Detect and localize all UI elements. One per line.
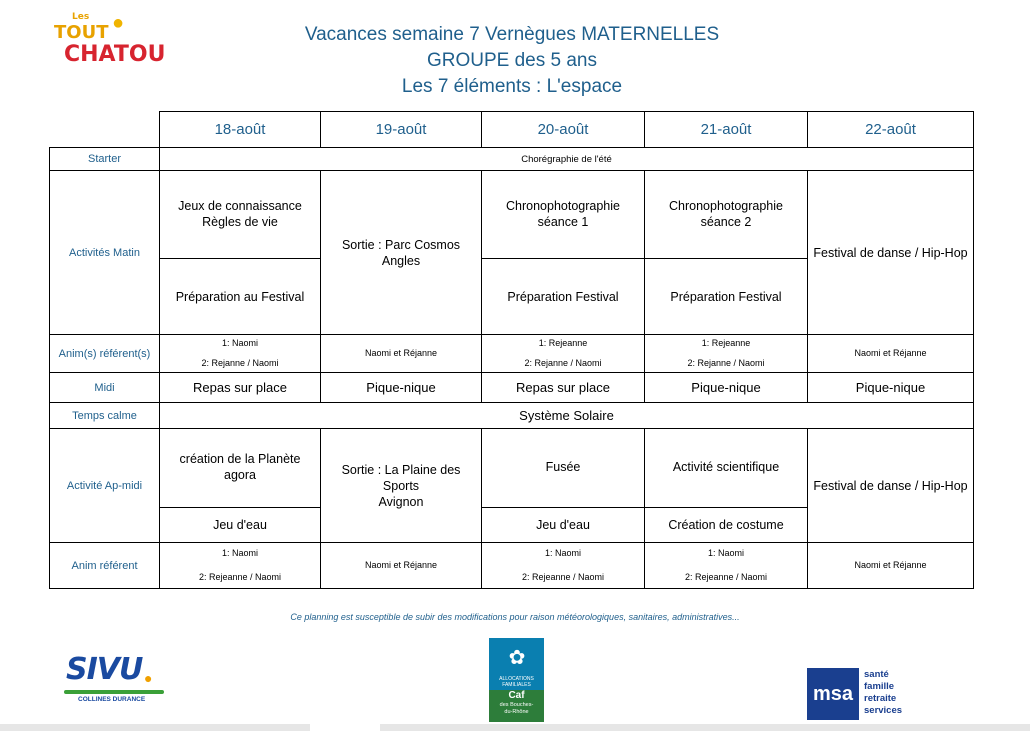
caf-emblem-icon: ✿ xyxy=(508,647,526,669)
caf-text-block xyxy=(489,676,544,688)
midi-d22: Pique-nique xyxy=(855,380,926,395)
msa-text-1: santé xyxy=(864,669,889,680)
msa-text-2: famille xyxy=(864,681,895,692)
anim-apm-d20-1: 1: Naomi xyxy=(544,548,581,558)
msa-logo xyxy=(807,668,917,720)
row-label-apm: Activité Ap-midi xyxy=(66,479,143,492)
anim-apm-d21 xyxy=(645,543,807,588)
matin-d18-top: Jeux de connaissance Règles de vie xyxy=(178,199,302,229)
anim-apm-d20-2: 2: Rejeanne / Naomi xyxy=(521,572,605,582)
msa-text-block xyxy=(864,669,902,717)
anim-apm-d18 xyxy=(160,543,320,588)
green-swoosh xyxy=(64,690,164,694)
logo-les: Les xyxy=(72,12,90,22)
caf-logo xyxy=(489,638,544,722)
matin-d20-top: Chronophotographie séance 1 xyxy=(506,199,620,229)
anim-matin-d21-1: 1: Rejeanne xyxy=(701,338,751,348)
matin-d19: Sortie : Parc Cosmos Angles xyxy=(341,237,461,268)
midi-d18: Repas sur place xyxy=(193,380,287,395)
bottom-bar-right xyxy=(380,724,1030,731)
date-header-5: 22-août xyxy=(865,121,916,138)
matin-d22: Festival de danse / Hip-Hop xyxy=(813,245,968,260)
midi-d19: Pique-nique xyxy=(366,380,436,395)
sivu-logo xyxy=(60,652,180,712)
apm-d20-bottom: Jeu d'eau xyxy=(536,518,590,532)
anim-matin-d18-1: 1: Naomi xyxy=(221,338,258,348)
row-label-matin: Activités Matin xyxy=(69,246,140,259)
anim-apm-d18-2: 2: Rejeanne / Naomi xyxy=(198,572,282,582)
anim-matin-d20 xyxy=(482,335,644,372)
sivu-logo-sub: COLLINES DURANCE xyxy=(78,696,146,703)
title-line-3: Les 7 éléments : L'espace xyxy=(401,76,623,97)
caf-text-3: Caf xyxy=(508,690,525,701)
starter-value: Chorégraphie de l'été xyxy=(521,153,612,165)
anim-matin-d18-2: 2: Rejanne / Naomi xyxy=(201,358,279,368)
row-label-anim-apm: Anim référent xyxy=(71,559,138,572)
row-label-starter: Starter xyxy=(87,153,121,165)
caf-text-4: des Bouches- xyxy=(499,702,534,708)
msa-logo-box: msa xyxy=(807,668,859,720)
midi-d20: Repas sur place xyxy=(516,380,610,395)
anim-apm-d19: Naomi et Réjanne xyxy=(364,560,438,570)
apm-d18-bottom: Jeu d'eau xyxy=(213,518,267,532)
date-header-3: 20-août xyxy=(537,121,589,138)
row-label-midi: Midi xyxy=(94,381,115,394)
anim-matin-d20-1: 1: Rejeanne xyxy=(538,338,588,348)
anim-apm-d21-1: 1: Naomi xyxy=(707,548,744,558)
anim-matin-d21 xyxy=(645,335,807,372)
msa-text-3: retraite xyxy=(864,693,897,704)
caf-text-2: FAMILIALES xyxy=(502,682,531,688)
apm-d22: Festival de danse / Hip-Hop xyxy=(813,478,968,493)
apm-d21-top: Activité scientifique xyxy=(672,460,780,474)
anim-matin-d21-2: 2: Rejanne / Naomi xyxy=(687,358,765,368)
apm-d19: Sortie : La Plaine des Sports Avignon xyxy=(341,462,461,509)
matin-d20-bottom: Préparation Festival xyxy=(507,289,619,304)
caf-green-block xyxy=(489,690,544,722)
bottom-bar-left xyxy=(0,724,310,731)
date-header-1: 18-août xyxy=(214,121,266,138)
anim-apm-d20 xyxy=(482,543,644,588)
anim-apm-d22: Naomi et Réjanne xyxy=(854,560,927,570)
anim-apm-d18-1: 1: Naomi xyxy=(221,548,258,558)
midi-d21: Pique-nique xyxy=(691,380,761,395)
apm-d21-bottom: Création de costume xyxy=(668,518,784,532)
anim-matin-d19: Naomi et Réjanne xyxy=(364,348,438,358)
planning-note: Ce planning est susceptible de subir des modifications pour raison météorologiques, sanitaires, administratives... xyxy=(290,612,740,622)
anim-matin-d18 xyxy=(160,335,320,372)
calme-value: Système Solaire xyxy=(519,408,614,423)
date-header-4: 21-août xyxy=(700,121,752,138)
tout-chatou-logo xyxy=(50,12,166,74)
anim-apm-d21-2: 2: Rejeanne / Naomi xyxy=(684,572,768,582)
matin-d21-top: Chronophotographie séance 2 xyxy=(669,199,783,229)
matin-d21-bottom: Préparation Festival xyxy=(670,289,782,304)
msa-text-4: services xyxy=(864,705,903,716)
apm-d20-top: Fusée xyxy=(545,460,581,474)
sun-icon: ● xyxy=(144,670,153,686)
matin-d18-bottom: Préparation au Festival xyxy=(175,289,305,304)
paw-icon: ● xyxy=(112,12,125,34)
title-line-1: Vacances semaine 7 Vernègues MATERNELLES xyxy=(304,24,720,45)
date-header-2: 19-août xyxy=(375,121,427,138)
caf-text-5: du-Rhône xyxy=(504,709,529,715)
logo-chatou: CHATOU xyxy=(64,42,166,67)
apm-d18-top: création de la Planète agora xyxy=(179,452,301,482)
row-label-calme: Temps calme xyxy=(72,409,137,422)
anim-matin-d22: Naomi et Réjanne xyxy=(854,348,927,358)
row-label-anim-matin: Anim(s) référent(s) xyxy=(58,347,151,360)
sivu-logo-text: SIVU xyxy=(66,652,143,687)
title-line-2: GROUPE des 5 ans xyxy=(426,50,598,71)
caf-text-1: ALLOCATIONS xyxy=(499,676,534,682)
anim-matin-d20-2: 2: Rejanne / Naomi xyxy=(524,358,602,368)
logo-tout: TOUT xyxy=(54,22,109,43)
